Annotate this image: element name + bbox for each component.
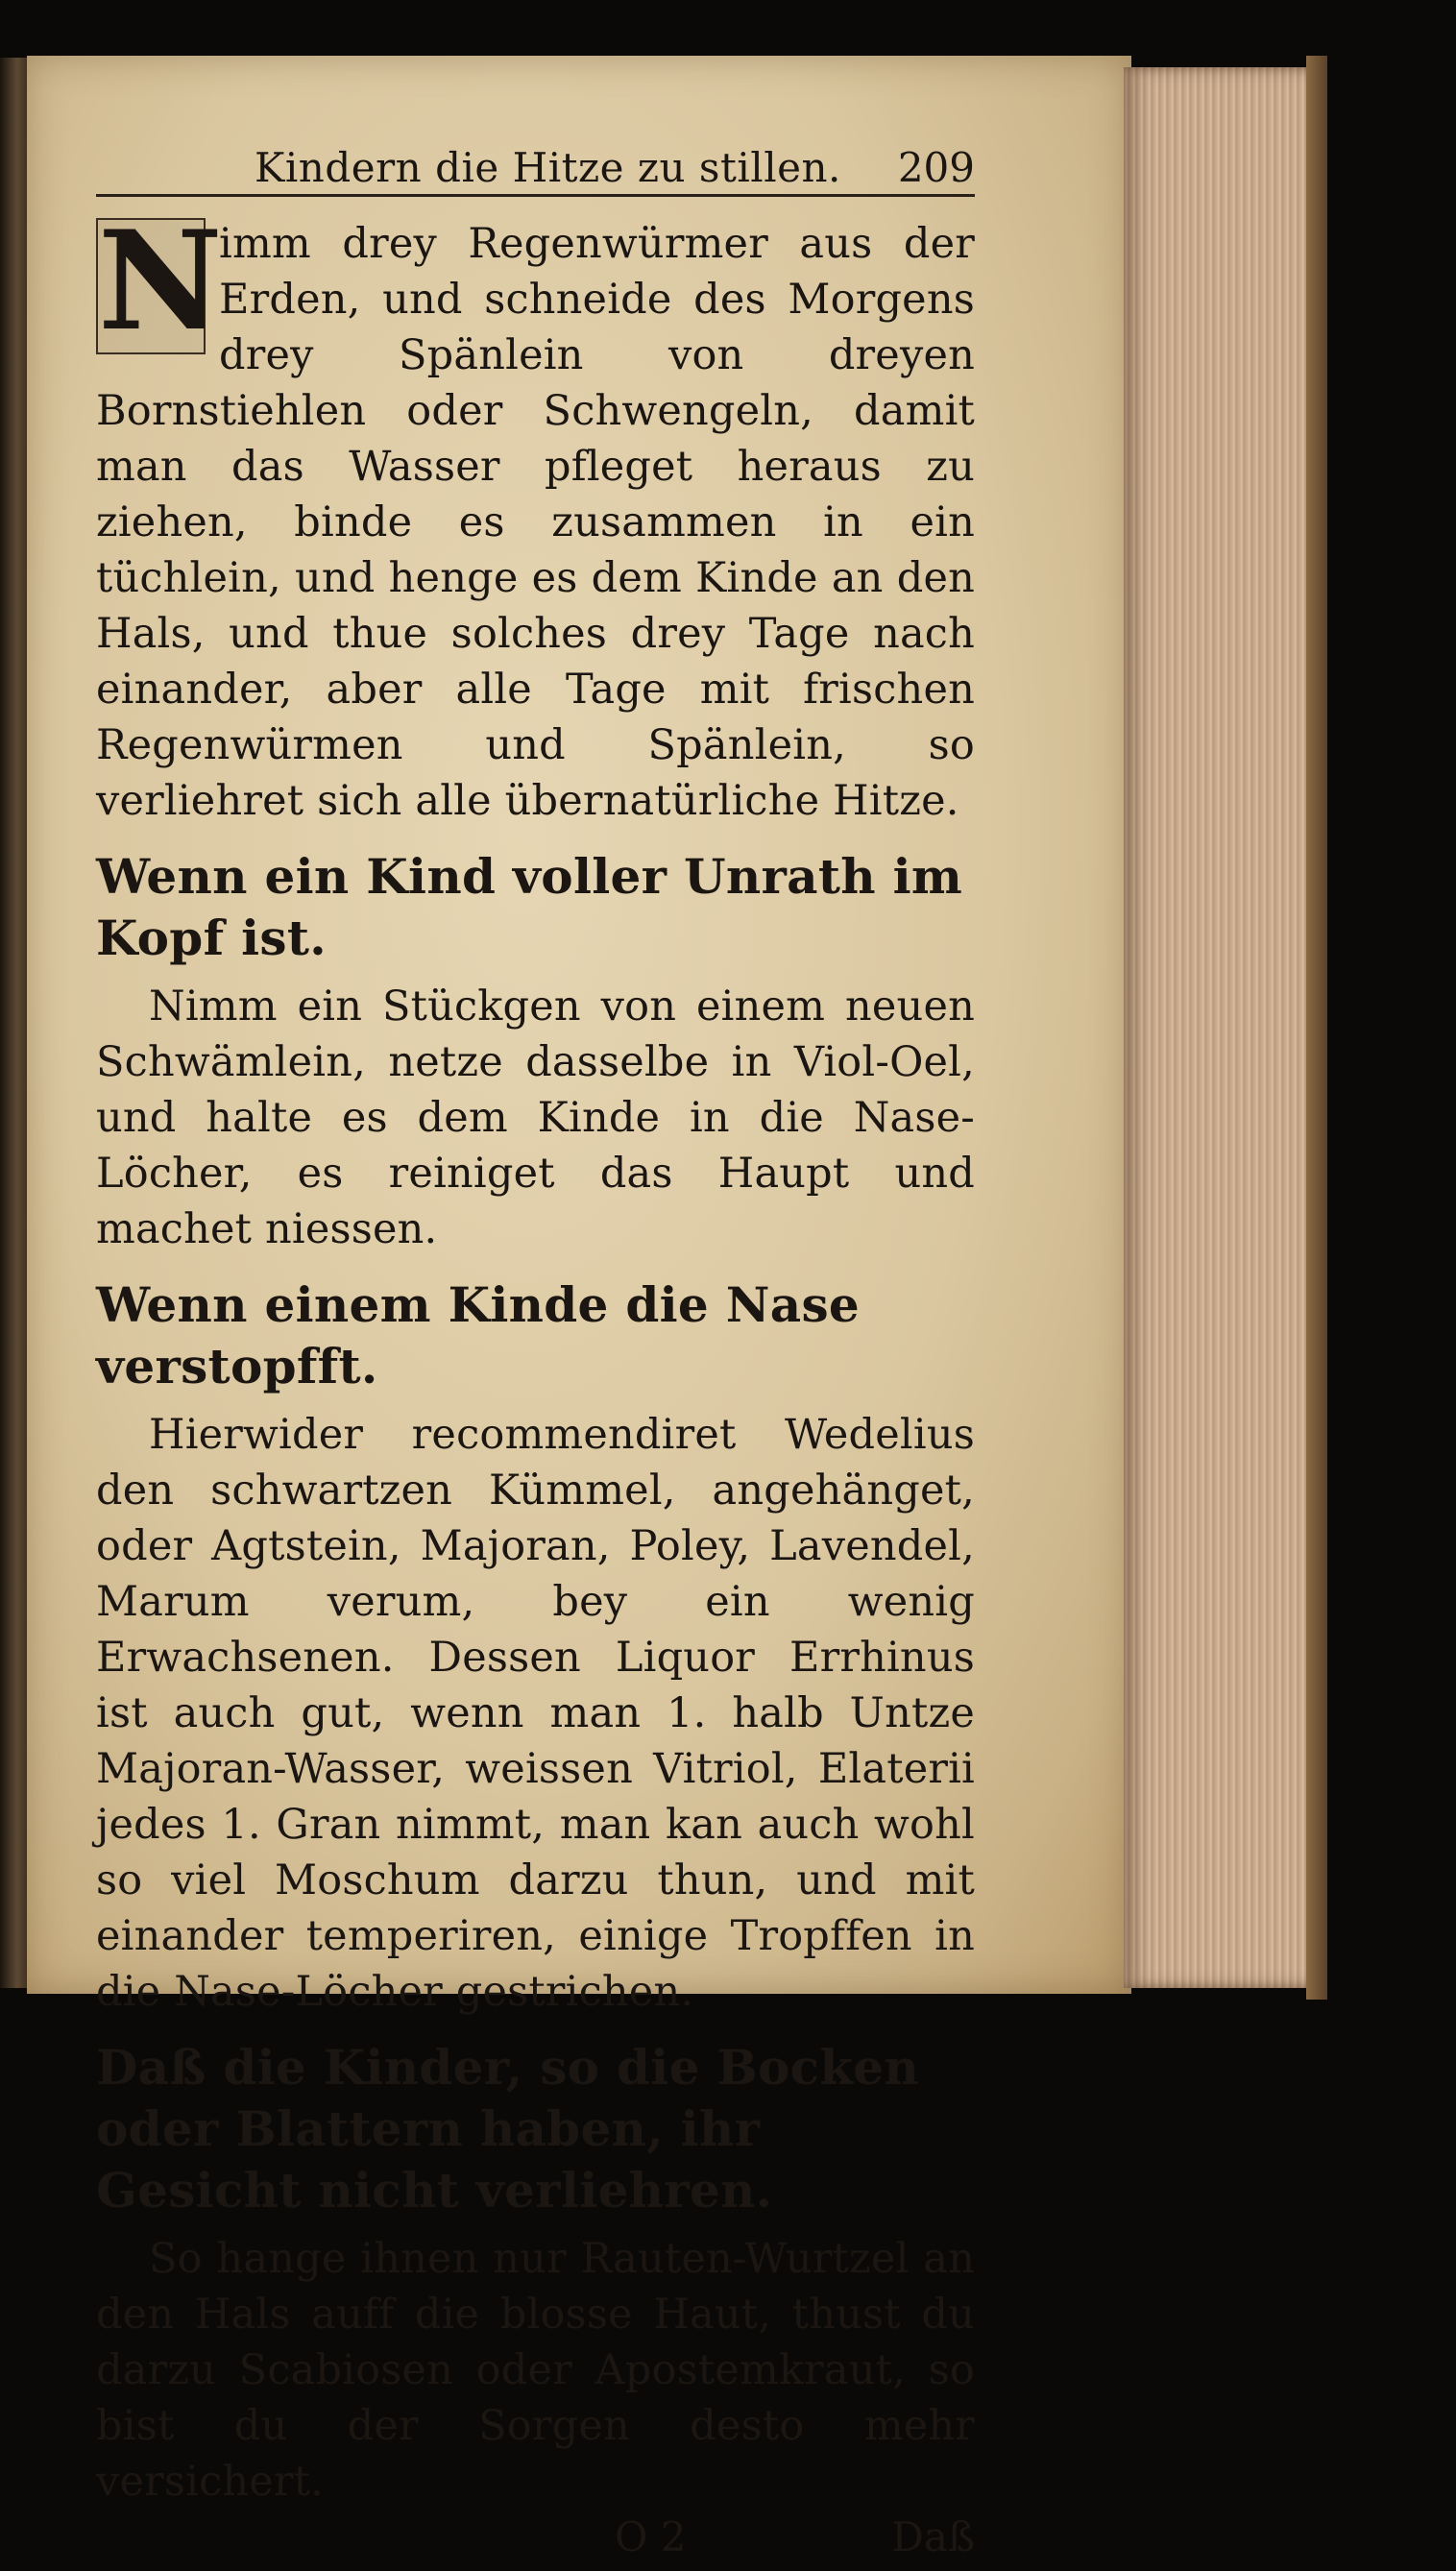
section-heading-2: Wenn einem Kinde die Nase verstopfft. [96,1276,860,1395]
paragraph-1 [96,202,975,829]
facing-page-edge [0,58,29,1988]
paragraph-3: Hierwider recommendiret Wedelius den schwartzen Kümmel, angehänget, oder Agtstein, Majoran, Poley, Lavendel, Marum verum, bey ein wenig Erwachsenen. Dessen Liquor Errhinus ist auch gut, wenn man 1. halb Untze Majoran-Wasser, weissen Vitriol, Elaterii jedes 1. Gran nimmt, man kan auch wohl so viel Moschum darzu thun, und mit einander temperiren, einige Tropffen in die Nase-Löcher gestrichen. [96,1411,975,2016]
page-content [96,144,975,2571]
page-block-edges [1124,67,1321,1988]
paragraph-4: So hange ihnen nur Rauten-Wurtzel an den Hals auff die blosse Haut, thust du darzu Scabiosen oder Apostemkraut, so bist du der Sorgen desto mehr versichert. [96,2235,975,2506]
section-heading-1: Wenn ein Kind voller Unrath im Kopf ist. [96,848,963,966]
catchword: Daß [891,2513,975,2560]
drop-cap-initial: N [98,202,223,361]
page-footer [96,2513,975,2571]
book-cover-edge [1306,56,1327,2000]
section-heading-3: Daß die Kinder, so die Bocken oder Blattern haben, ihr Gesicht nicht verliehren. [96,2039,920,2219]
page-header [96,144,975,197]
page-number: 209 [897,144,975,191]
signature-mark: O 2 [615,2513,687,2560]
paragraph-1-text: imm drey Regenwürmer aus der Erden, und schneide des Morgens drey Spänlein von dreyen Bornstiehlen oder Schwengeln, damit man das Wasser pfleget heraus zu ziehen, binde es zusammen in ein tüchlein, und henge es dem Kinde an den Hals, und thue solches drey Tage nach einander, aber alle Tage mit frischen Regenwürmen und Spänlein, so verliehret sich alle übernatürliche Hitze. [96,220,975,825]
running-head: Kindern die Hitze zu stillen. [255,144,841,191]
paragraph-2: Nimm ein Stückgen von einem neuen Schwämlein, netze dasselbe in Viol-Oel, und halte es dem Kinde in die Nase-Löcher, es reiniget das Haupt und machet niessen. [96,982,975,1253]
